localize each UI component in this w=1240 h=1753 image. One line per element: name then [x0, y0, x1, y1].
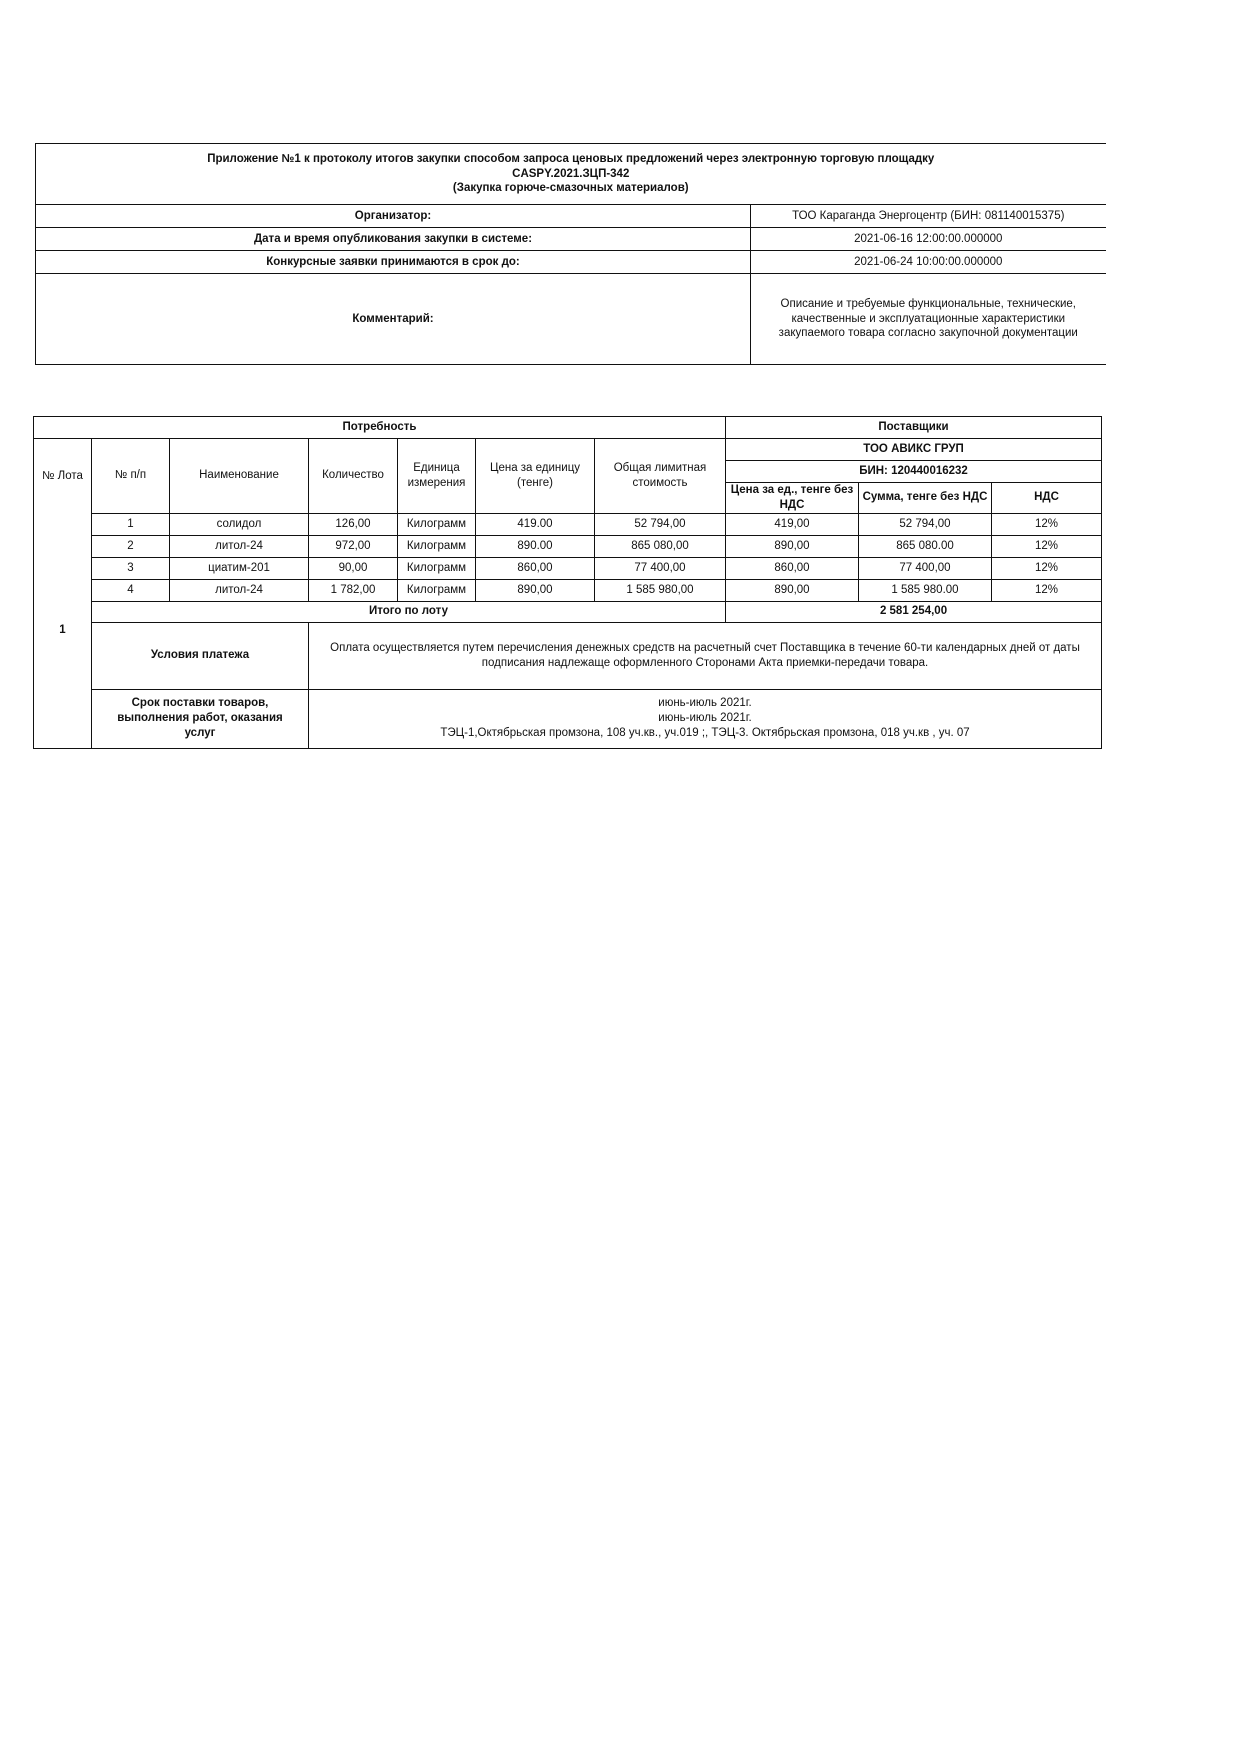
col-supplier-vat: НДС [992, 483, 1102, 514]
row-unit: Килограмм [398, 513, 476, 535]
title-line-3: (Закупка горюче-смазочных материалов) [452, 182, 689, 195]
row-price: 419.00 [476, 513, 595, 535]
row-total: 1 585 980,00 [595, 579, 726, 601]
row-supplier-sum: 52 794,00 [859, 513, 992, 535]
col-supplier-price: Цена за ед., тенге без НДС [726, 483, 859, 514]
row-no: 4 [92, 579, 170, 601]
row-name: циатим-201 [170, 557, 309, 579]
document-title [36, 144, 1106, 205]
delivery-line-3: ТЭЦ-1,Октябрьская промзона, 108 уч.кв., уч.019 ;, ТЭЦ-3. Октябрьская промзона, 018 уч.кв , уч. 07 [440, 727, 970, 740]
supplier-bin: БИН: 120440016232 [726, 461, 1102, 483]
row-vat: 12% [992, 513, 1102, 535]
lot-number: 1 [34, 513, 92, 748]
delivery-line-1: июнь-июль 2021г. [658, 697, 752, 710]
row-supplier-price: 890,00 [726, 579, 859, 601]
row-name: солидол [170, 513, 309, 535]
table-row [34, 579, 1102, 601]
row-qty: 126,00 [309, 513, 398, 535]
row-supplier-sum: 1 585 980.00 [859, 579, 992, 601]
payment-value: Оплата осуществляется путем перечисления денежных средств на расчетный счет Поставщика в течение 60-ти календарных дней от даты подписания надлежаще оформленного Сторонами Акта приемки-передачи товара. [309, 622, 1102, 689]
organizer-value: ТОО Караганда Энергоцентр (БИН: 081140015375) [751, 205, 1106, 228]
title-line-2: CASPY.2021.ЗЦП-342 [512, 167, 630, 180]
row-price: 890,00 [476, 579, 595, 601]
row-qty: 90,00 [309, 557, 398, 579]
col-row-no: № п/п [92, 439, 170, 514]
need-header: Потребность [34, 417, 726, 439]
col-total-limit: Общая лимитная стоимость [595, 439, 726, 514]
row-no: 1 [92, 513, 170, 535]
row-unit: Килограмм [398, 557, 476, 579]
row-qty: 972,00 [309, 535, 398, 557]
row-name: литол-24 [170, 535, 309, 557]
row-supplier-price: 419,00 [726, 513, 859, 535]
delivery-value [309, 689, 1102, 748]
row-price: 860,00 [476, 557, 595, 579]
row-vat: 12% [992, 557, 1102, 579]
row-total: 865 080,00 [595, 535, 726, 557]
payment-label: Условия платежа [92, 622, 309, 689]
suppliers-header: Поставщики [726, 417, 1102, 439]
row-vat: 12% [992, 535, 1102, 557]
row-vat: 12% [992, 579, 1102, 601]
lot-total-value: 2 581 254,00 [726, 601, 1102, 622]
row-no: 2 [92, 535, 170, 557]
supplier-name: ТОО АВИКС ГРУП [726, 439, 1102, 461]
col-quantity: Количество [309, 439, 398, 514]
published-label: Дата и время опубликования закупки в системе: [36, 228, 751, 251]
table-row [34, 535, 1102, 557]
row-qty: 1 782,00 [309, 579, 398, 601]
col-name: Наименование [170, 439, 309, 514]
delivery-label: Срок поставки товаров, выполнения работ, оказания услуг [92, 689, 309, 748]
delivery-line-2: июнь-июль 2021г. [658, 712, 752, 725]
deadline-label: Конкурсные заявки принимаются в срок до: [36, 251, 751, 274]
lot-total-label: Итого по лоту [92, 601, 726, 622]
row-supplier-price: 890,00 [726, 535, 859, 557]
col-unit-price: Цена за единицу (тенге) [476, 439, 595, 514]
row-unit: Килограмм [398, 579, 476, 601]
row-unit: Килограмм [398, 535, 476, 557]
row-total: 52 794,00 [595, 513, 726, 535]
row-supplier-price: 860,00 [726, 557, 859, 579]
row-name: литол-24 [170, 579, 309, 601]
col-supplier-sum: Сумма, тенге без НДС [859, 483, 992, 514]
table-row [34, 557, 1102, 579]
col-lot-no: № Лота [34, 439, 92, 514]
col-unit: Единица измерения [398, 439, 476, 514]
published-value: 2021-06-16 12:00:00.000000 [751, 228, 1106, 251]
organizer-label: Организатор: [36, 205, 751, 228]
comment-label: Комментарий: [36, 274, 751, 365]
row-price: 890.00 [476, 535, 595, 557]
row-supplier-sum: 77 400,00 [859, 557, 992, 579]
deadline-value: 2021-06-24 10:00:00.000000 [751, 251, 1106, 274]
procurement-header-table [35, 143, 1106, 365]
lot-table [33, 416, 1102, 749]
row-total: 77 400,00 [595, 557, 726, 579]
comment-value: Описание и требуемые функциональные, технические, качественные и эксплуатационные характеристики закупаемого товара согласно закупочной документации [751, 274, 1106, 365]
table-row [34, 513, 1102, 535]
row-supplier-sum: 865 080.00 [859, 535, 992, 557]
title-line-1: Приложение №1 к протоколу итогов закупки способом запроса ценовых предложений через электронную торговую площадку [207, 152, 935, 165]
row-no: 3 [92, 557, 170, 579]
